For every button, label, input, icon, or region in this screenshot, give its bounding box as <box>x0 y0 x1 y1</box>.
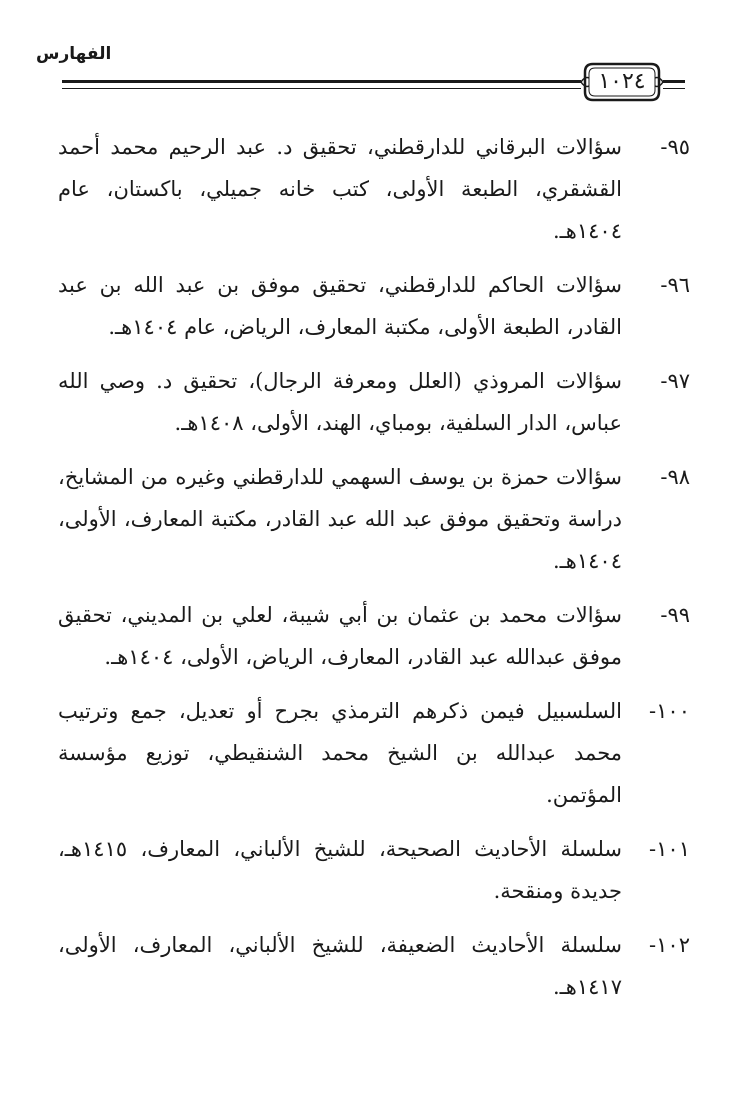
section-title: الفهارس <box>36 44 112 64</box>
entry-number: ٩٦- <box>660 273 690 297</box>
header-rule-thin <box>62 88 581 89</box>
entry-text: سؤالات محمد بن عثمان بن أبي شيبة، لعلي بن المديني، تحقيق موفق عبدالله عبد القادر، المعارف، الرياض، الأولى، ١٤٠٤هـ. <box>58 603 622 669</box>
entry-text: سؤالات المروذي (العلل ومعرفة الرجال)، تحقيق د. وصي الله عباس، الدار السلفية، بومباي، الهند، الأولى، ١٤٠٨هـ. <box>58 369 622 435</box>
entry-text: سؤالات الحاكم للدارقطني، تحقيق موفق بن عبد الله بن عبد القادر، الطبعة الأولى، مكتبة المعارف، الرياض، عام ١٤٠٤هـ. <box>58 273 622 339</box>
bibliography-entry <box>58 828 690 912</box>
bibliography-entry <box>58 126 690 252</box>
entry-number: ١٠٠- <box>649 699 690 723</box>
bibliography-entry <box>58 456 690 582</box>
bibliography-entry <box>58 264 690 348</box>
entry-text: سؤالات البرقاني للدارقطني، تحقيق د. عبد الرحيم محمد أحمد القشقري، الطبعة الأولى، كتب خانه جميلي، باكستان، عام ١٤٠٤هـ. <box>58 135 622 243</box>
entry-text: سؤالات حمزة بن يوسف السهمي للدارقطني وغيره من المشايخ، دراسة وتحقيق موفق عبد الله عبد القادر، مكتبة المعارف، الأولى، ١٤٠٤هـ. <box>58 465 622 573</box>
entry-number: ١٠٢- <box>649 933 690 957</box>
header-rule-right-thick <box>663 80 685 83</box>
page-number: ١٠٢٤ <box>598 69 646 94</box>
header-rule-thick <box>62 80 581 83</box>
entry-text: السلسبيل فيمن ذكرهم الترمذي بجرح أو تعديل، جمع وترتيب محمد عبدالله بن الشيخ محمد الشنقيطي، توزيع مؤسسة المؤتمن. <box>58 699 622 807</box>
entry-number: ١٠١- <box>649 837 690 861</box>
entry-number: ٩٧- <box>660 369 690 393</box>
entry-text: سلسلة الأحاديث الضعيفة، للشيخ الألباني، المعارف، الأولى، ١٤١٧هـ. <box>58 933 622 999</box>
entry-number: ٩٩- <box>660 603 690 627</box>
bibliography-entry <box>58 594 690 678</box>
entry-number: ٩٥- <box>660 135 690 159</box>
page-number-badge <box>579 58 665 106</box>
header-rule-right-thin <box>663 88 685 89</box>
entry-text: سلسلة الأحاديث الصحيحة، للشيخ الألباني، المعارف، ١٤١٥هـ، جديدة ومنقحة. <box>58 837 622 903</box>
bibliography-entry <box>58 360 690 444</box>
entry-number: ٩٨- <box>660 465 690 489</box>
page-header <box>0 0 747 110</box>
bibliography-entry <box>58 924 690 1008</box>
bibliography-list <box>58 126 690 1020</box>
bibliography-entry <box>58 690 690 816</box>
